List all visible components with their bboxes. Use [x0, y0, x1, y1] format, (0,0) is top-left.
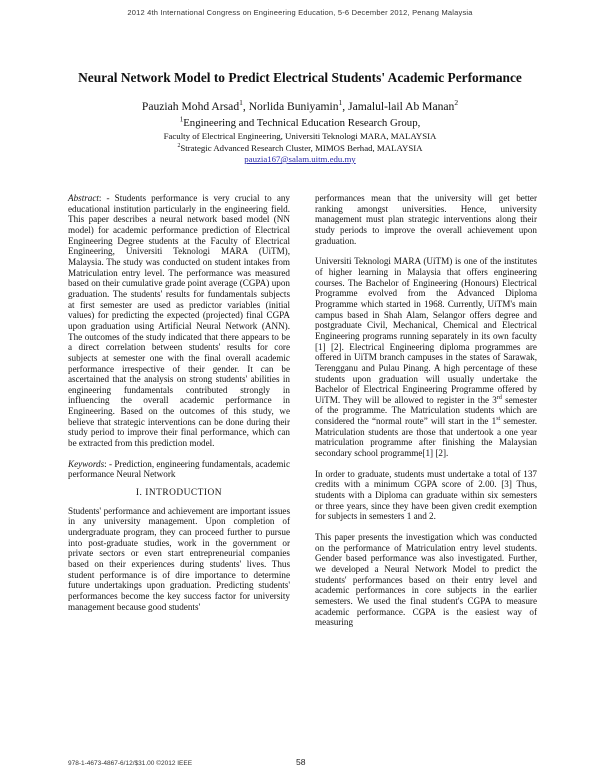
body-paragraph: This paper presents the investigation which was conducted on the performance of Matriculation entry level students. Gender based performance was also investigated. Further, we developed a Neural Network Model to predict the students' performances based on their entry level and academic performances in core subjects in the earlier semesters. We used the final student's CGPA to measure academic performance. CGPA is the easiest way of measuring	[315, 532, 537, 628]
affiliation-text: Engineering and Technical Education Research Group,	[183, 117, 421, 129]
author-name: Jamalul-lail Ab Manan	[348, 100, 455, 113]
keywords-label: Keywords	[68, 458, 105, 469]
author-affiliation-mark: 1	[338, 98, 343, 108]
author-affiliation-mark: 2	[454, 98, 459, 108]
page-number: 58	[296, 757, 306, 767]
author-affiliation-mark: 1	[239, 98, 243, 108]
author-name: Pauziah Mohd Arsad	[141, 100, 240, 113]
affiliation-faculty: Faculty of Electrical Engineering, Universiti Teknologi MARA, MALAYSIA	[163, 131, 437, 141]
section-heading-introduction: I. INTRODUCTION	[135, 488, 223, 499]
keywords-text: : - Prediction, engineering fundamentals, academic performance Neural Network	[68, 458, 290, 480]
body-paragraph: performances mean that the university will get better ranking amongst universities. Hence, university management must plan strategic interventions along their study periods to improve the overall achievement upon graduation.	[315, 193, 537, 246]
ordinal-suffix: rd	[496, 394, 502, 401]
affiliation-mark: 1	[179, 115, 184, 124]
paragraph-text: semester. Matriculation students are those that undertook a one year matriculation programme after finishing the Malaysian secondary school programme[1] [2].	[315, 416, 537, 459]
affiliation-research-group	[0, 117, 600, 129]
abstract-label: Abstract	[68, 193, 99, 203]
paragraph-text: semester of the programme. The Matriculation students which are considered the “normal route” will start in the 1	[315, 394, 537, 427]
author-name: Norlida Buniyamin	[248, 100, 339, 113]
right-column	[315, 193, 537, 628]
affiliation-text: Strategic Advanced Research Cluster, MIMOS Berhad, MALAYSIA	[180, 143, 423, 153]
author-list: Pauziah Mohd Arsad$^1$, Norlida Buniyamin$^1$, Jamalul-lail Ab Manan$^2$	[141, 98, 459, 113]
affiliation-mimos	[0, 143, 600, 153]
intro-paragraph: Students' performance and achievement are important issues in any university management. Upon completion of undergraduate program, they can proceed further to pursue into post-graduate studies, work in the government or private sectors or even start entrepreneurial companies based on their experiences during students' lives. Thus student performance is of dire importance to determine future undertakings upon graduation. Predicting students' performances become the key success factor for university management because good students'	[68, 505, 290, 612]
paragraph-text: Universiti Teknologi MARA (UiTM) is one of the institutes of higher learning in Malaysia that offers engineering courses. The Bachelor of Engineering (Honours) Electrical Programme evolved from the Advanced Diploma Programme which started in 1968. Currently, UiTM's main campus based in Shah Alam, Selangor offers degree and postgraduate Civil, Mechanical, Chemical and Electrical Engineering programs running separately in its own faculty [1] [2]. Electrical Engineering diploma programmes are offered in UiTM branch campuses in the states of Sarawak, Terengganu and Pulau Pinang. A high percentage of these students upon graduation will usually undertake the Bachelor of Electrical Engineering Programme offered by UiTM. They will be allowed to register in the 3	[315, 256, 537, 405]
keywords-paragraph	[68, 459, 290, 480]
body-paragraph	[315, 256, 537, 458]
left-column	[68, 193, 290, 612]
conference-header: 2012 4th International Congress on Engineering Education, 5-6 December 2012, Penang Malaysia	[127, 8, 473, 17]
body-paragraph: In order to graduate, students must undertake a total of 137 credits with a minimum CGPA score of 2.00. [3] Thus, students with a Diploma can graduate within six semesters or three years, since they have been given credit exemption for subjects in semesters 1 and 2.	[315, 468, 537, 522]
author-email-link[interactable]: pauzia167@salam.uitm.edu.my	[244, 154, 356, 164]
abstract-text: : - Students performance is very crucial to any educational institution particularly in the engineering field. This paper describes a neural network based model (NN model) for academic performance prediction of Electrical Engineering Degree students at the Faculty of Electrical Engineering, Universiti Teknologi MARA (UiTM), Malaysia. The study was conducted on student intakes from Matriculation entry level. The performance was measured based on their cumulative grade point average (CGPA) upon graduation. The students' results for fundamentals subjects at first semester are used as predictor variables (initial values) for predicting the expected (projected) final CGPA upon graduation using Artificial Neural Network (ANN). The outcomes of the study indicated that there appears to be a direct correlation between students' results for core subjects at semester one with the final overall academic performance irrespective of their gender. It can be ascertained that the analysis on strong students' abilities in engineering fundamentals contributed strongly in influencing the overall academic performance in Engineering. Based on the outcomes of this study, we believe that strategic interventions can be done during their study period to improve their final performance, which can be extracted from this prediction model.	[68, 193, 290, 449]
ordinal-suffix: st	[496, 416, 501, 423]
abstract-paragraph	[68, 193, 290, 449]
copyright-notice: 978-1-4673-4867-6/12/$31.00 ©2012 IEEE	[68, 760, 193, 767]
affiliation-mark: 2	[177, 143, 181, 150]
paper-title: Neural Network Model to Predict Electrical Students' Academic Performance	[78, 70, 522, 85]
